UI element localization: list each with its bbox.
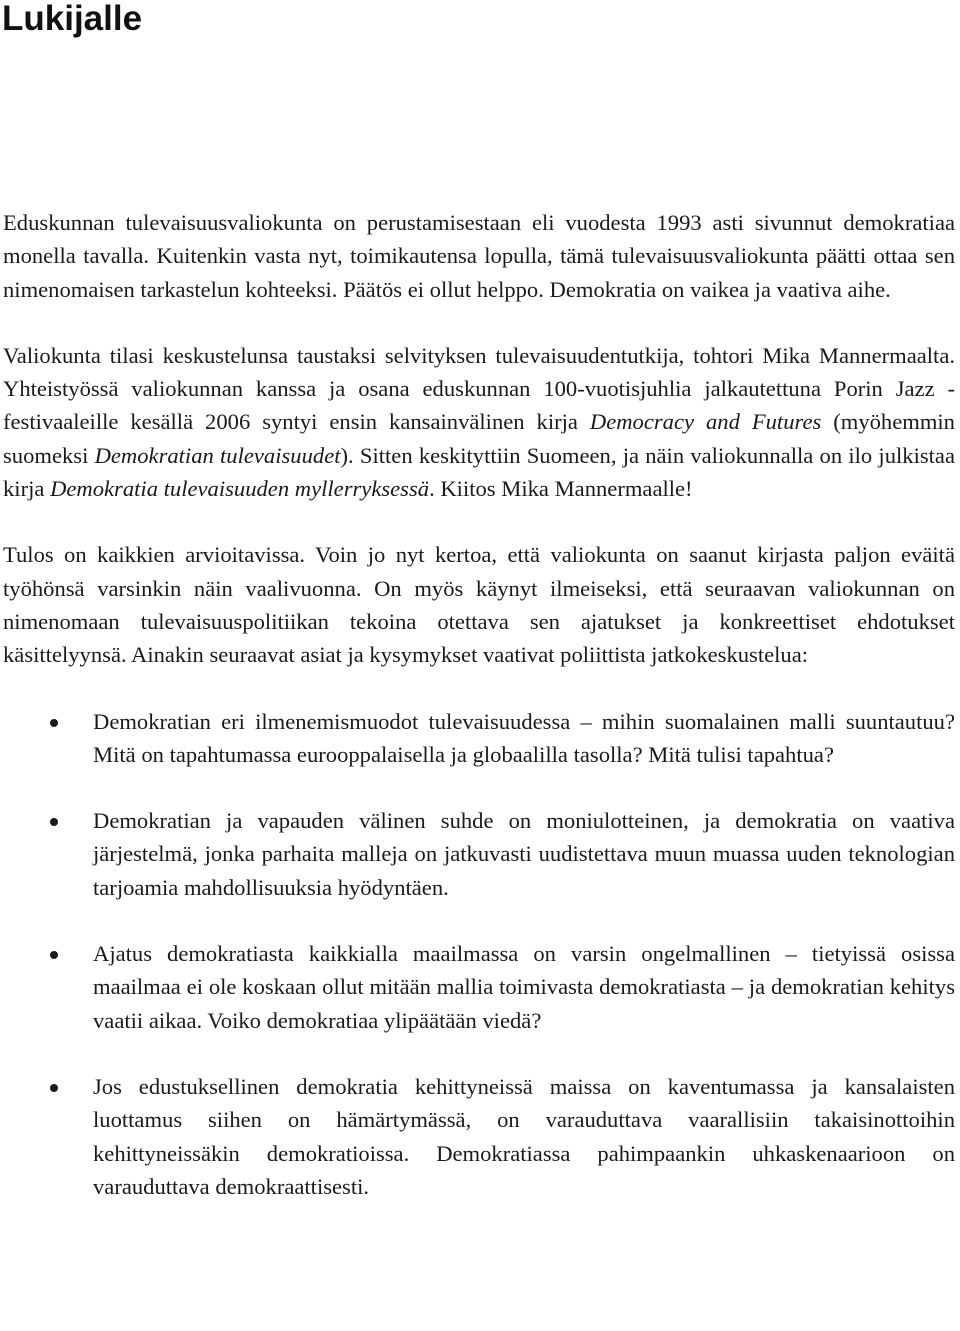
paragraph-report-part-a: Valiokunta tilasi keskustelunsa taustaksi selvityksen tulevaisuudentutkija, tohtori Mika Mannermaalta. Yhteistyössä valiokunnan kanssa ja osana eduskunnan 100-vuotisjuhlia jalkautettuna Porin Jazz -festivaaleille kesällä 2006 syntyi ensin kansainvälinen kirja (3, 342, 955, 435)
paragraph-report-part-c: ). Sitten keskityttiin Suomeen, ja näin valiokunnalla on ilo julkistaa kirja (3, 442, 955, 502)
paragraph-result: Tulos on kaikkien arvioitavissa. Voin jo nyt kertoa, että valiokunta on saanut kirjasta paljon eväitä työhönsä varsinkin näin vaalivuonna. On myös käynyt ilmeiseksi, että seuraavan valiokunnan on nimenomaan tulevaisuuspolitiikan tekoina otettava sen ajatukset ja konkreettiset ehdotukset käsittelyynsä. Ainakin seuraavat asiat ja kysymykset vaativat poliittista jatkokeskustelua: (3, 542, 955, 668)
list-item (3, 804, 955, 904)
paragraph-gap (3, 306, 955, 339)
bullet-icon (50, 1084, 58, 1092)
book-title-democracy-and-futures: Democracy and Futures (589, 409, 822, 435)
list-item-text: Demokratian ja vapauden välinen suhde on moniulotteinen, ja demokratia on vaativa järjestelmä, jonka parhaita malleja on jatkuvasti uudistettava muun muassa uuden teknologian tarjoamia mahdollisuuksia hyödyntäen. (93, 808, 955, 900)
question-list (3, 705, 955, 1204)
book-title-demokratian-tulevaisuudet: Demokratian tulevaisuudet (94, 442, 341, 468)
list-item (3, 705, 955, 772)
page-title: Lukijalle (2, 0, 143, 38)
list-gap (3, 672, 955, 705)
list-item (3, 1070, 955, 1203)
list-item-text: Jos edustuksellinen demokratia kehittyneissä maissa on kaventumassa ja kansalaisten luottamus siihen on hämärtymässä, on varauduttava vaarallisiin takaisinottoihin kehittyneissäkin demokratioissa. Demokratiassa pahimpaankin uhkaskenaarioon on varauduttava demokraattisesti. (93, 1073, 955, 1199)
paragraph-gap (3, 505, 955, 538)
bullet-icon (50, 951, 58, 959)
document-body (3, 206, 955, 1203)
bullet-icon (50, 818, 58, 826)
book-title-demokratia-tulevaisuuden-myllerryksessa: Demokratia tulevaisuuden myllerryksessä (50, 476, 430, 502)
paragraph-report (3, 339, 955, 505)
list-item-text: Ajatus demokratiasta kaikkialla maailmassa on varsin ongelmallinen – tietyissä osissa maailmaa ei ole koskaan ollut mitään mallia toimivasta demokratiasta – ja demokratian kehitys vaatii aikaa. Voiko demokratiaa ylipäätään viedä? (93, 941, 955, 1033)
paragraph-intro: Eduskunnan tulevaisuusvaliokunta on perustamisestaan eli vuodesta 1993 asti sivunnut demokratiaa monella tavalla. Kuitenkin vasta nyt, toimikautensa lopulla, tämä tulevaisuusvaliokunta päätti ottaa sen nimenomaisen tarkastelun kohteeksi. Päätös ei ollut helppo. Demokratia on vaikea ja vaativa aihe. (3, 210, 955, 302)
paragraph-report-part-b: (myöhemmin suomeksi (3, 409, 955, 468)
paragraph-report-part-d: . Kiitos Mika Mannermaalle! (429, 476, 693, 502)
bullet-icon (50, 719, 58, 727)
list-item (3, 937, 955, 1037)
list-item-text: Demokratian eri ilmenemismuodot tulevaisuudessa – mihin suomalainen malli suuntautuu? Mitä on tapahtumassa eurooppalaisella ja globaalilla tasolla? Mitä tulisi tapahtua? (93, 708, 955, 767)
